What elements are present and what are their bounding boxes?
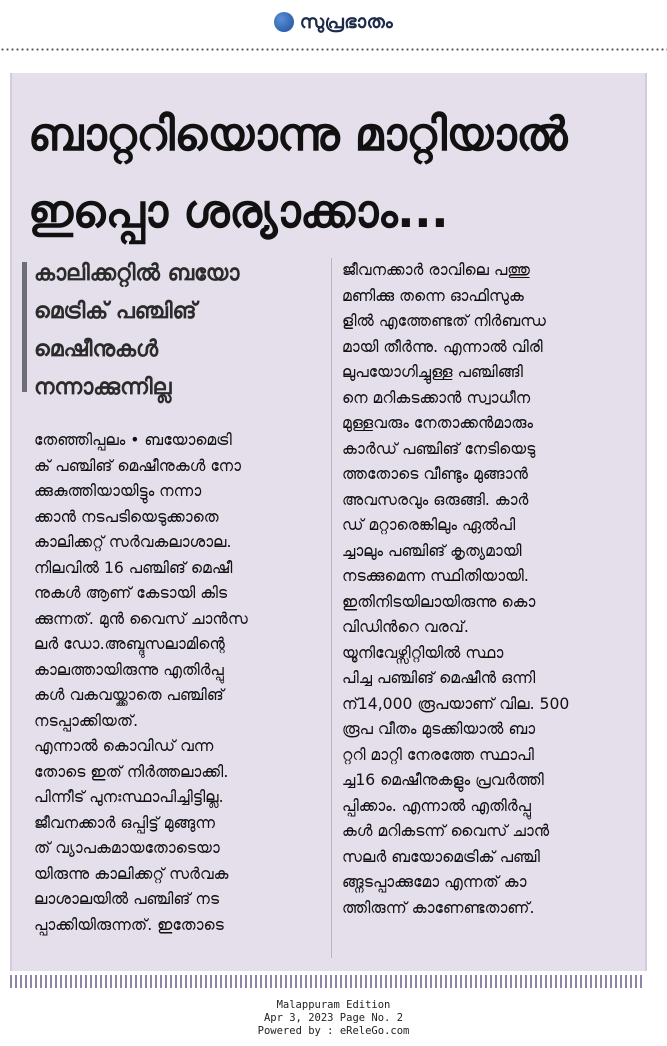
top-dotted-divider xyxy=(0,48,667,51)
body-text-line: ക് പഞ്ചിങ് മെഷീനുകൾ നോ xyxy=(34,456,242,475)
body-text-line: ളിൽ എത്തേണ്ടത് നിർബന്ധ xyxy=(342,312,546,330)
body-text-line: ങ്ങ്നടപ്പാക്കുമോ എന്നത് കാ xyxy=(342,873,527,891)
body-text-line: ക്കുന്നത്. മുൻ വൈസ് ചാൻസ xyxy=(34,609,248,628)
body-text-line: ത്തിരുന്ന് കാണേണ്ടതാണ്. xyxy=(342,898,535,917)
column-divider xyxy=(331,258,332,958)
body-text-line: ഡ് മറ്റാരെങ്കിലും ഏൽപി xyxy=(342,516,516,534)
body-text-line: പ്പിക്കാം. എന്നാൽ എതിർപ്പു xyxy=(342,796,531,815)
body-text-line: ഇതിനിടയിലായിരുന്നു കൊ xyxy=(342,592,536,611)
body-text-line: ത്തതോടെ വീണ്ടും മുങ്ങാൻ xyxy=(342,465,529,483)
body-text-line: രൂപ വീതം മുടക്കിയാൽ ബാ xyxy=(342,720,536,738)
body-text-line: കാലിക്കറ്റ് സർവകലാശാല. xyxy=(34,533,232,551)
body-column-left xyxy=(34,428,326,938)
body-text-line: കാലത്തായിരുന്നു എതിർപ്പു xyxy=(34,660,224,679)
body-text-line: ലുപയോഗിച്ചുള്ള പഞ്ചിങ്ങി xyxy=(342,363,523,381)
body-text-line: ലാശാലയിൽ പഞ്ചിങ് നട xyxy=(34,890,220,908)
subheadline-line: മെട്രിക് പഞ്ചിങ് xyxy=(34,299,197,324)
body-text-line: ന്14,000 രൂപയാണ് വില. 500 xyxy=(342,694,570,713)
body-text-line: എന്നാൽ കൊവിഡ് വന്ന xyxy=(34,737,214,755)
article-subheadline xyxy=(34,255,319,407)
subheadline-line: നന്നാക്കുന്നില്ല xyxy=(34,375,172,400)
bottom-striped-rule xyxy=(10,975,643,988)
body-text-line: തേഞ്ഞിപ്പലം • ബയോമെട്രി xyxy=(34,431,232,449)
body-text-line: കൾ വകവയ്ക്കാതെ പഞ്ചിങ് xyxy=(34,686,224,704)
globe-logo-icon xyxy=(274,12,294,32)
subheadline-accent-bar xyxy=(22,262,27,392)
footer-date-page: Apr 3, 2023 Page No. 2 xyxy=(263,1012,404,1024)
body-text-line: നെ മറികടക്കാൻ സ്വാധീന xyxy=(342,388,531,407)
body-text-line: തോടെ ഇത് നിർത്തലാക്കി. xyxy=(34,762,229,781)
body-text-line: ച്ച16 മെഷീനുകളും പ്രവർത്തി xyxy=(342,771,544,789)
masthead xyxy=(0,0,667,44)
body-text-line: പ്പാക്കിയിരുന്നത്. ഇതോടെ xyxy=(34,915,224,934)
body-text-line: ജീവനക്കാർ ഒപ്പിട്ട് മുങ്ങുന്ന xyxy=(34,813,215,832)
newspaper-title: സുപ്രഭാതം xyxy=(299,11,394,33)
body-text-line: പിന്നീട് പുനഃസ്ഥാപിച്ചിട്ടില്ല. xyxy=(34,788,224,806)
subheadline-line: മെഷീനുകൾ xyxy=(34,337,159,362)
page-footer xyxy=(0,999,667,1038)
body-text-line: മുള്ളവരും നേതാക്കൻമാരും xyxy=(342,414,534,432)
body-text-line: കൾ മറികടന്ന് വൈസ് ചാൻ xyxy=(342,822,550,840)
body-text-line: കാർഡ് പഞ്ചിങ് നേടിയെടു xyxy=(342,439,536,458)
body-text-line: നിലവിൽ 16 പഞ്ചിങ് മെഷീ xyxy=(34,558,233,577)
body-text-line: വിഡിൻറെ വരവ്. xyxy=(342,618,469,636)
body-text-line: ക്കാൻ നടപടിയെടുക്കാതെ xyxy=(34,507,219,526)
body-text-line: അവസരവും ഒരുങ്ങി. കാർ xyxy=(342,490,529,509)
body-text-line: മായി തീർന്നു. എന്നാൽ വിരി xyxy=(342,337,543,356)
body-column-right xyxy=(342,258,626,921)
body-text-line: യൂനിവേഴ്സിറ്റിയിൽ സ്ഥാ xyxy=(342,643,504,662)
body-text-line: നടക്കുമെന്ന സ്ഥിതിയായി. xyxy=(342,567,529,585)
subheadline-line: കാലിക്കറ്റിൽ ബയോ xyxy=(34,261,240,286)
body-text-line: ജീവനക്കാർ രാവിലെ പത്തു xyxy=(342,261,531,279)
body-text-line: മണിക്കു തന്നെ ഓഫിസുക xyxy=(342,286,524,305)
article-headline xyxy=(28,96,628,250)
body-text-line: നുകൾ ആണ് കേടായി കിട xyxy=(34,584,228,602)
body-text-line: റ്ററി മാറ്റി നേരത്തേ സ്ഥാപി xyxy=(342,745,534,764)
body-text-line: ക്കുകുത്തിയായിട്ടും നന്നാ xyxy=(34,482,202,500)
footer-edition: Malappuram Edition xyxy=(276,999,391,1011)
body-text-line: ലർ ഡോ.അബ്ദുസലാമിന്റെ xyxy=(34,635,225,653)
body-text-line: ച്ചാലും പഞ്ചിങ് കൃത്യമായി xyxy=(342,541,522,560)
headline-line: ഇപ്പൊ ശര്യാക്കാം... xyxy=(28,184,449,238)
body-text-line: ത് വ്യാപകമായതോടെയാ xyxy=(34,839,220,857)
body-text-line: യിരുന്നു കാലിക്കറ്റ് സർവക xyxy=(34,864,229,883)
headline-line: ബാറ്ററിയൊന്നു മാറ്റിയാൽ xyxy=(28,107,567,161)
body-text-line: സലർ ബയോമെട്രിക് പഞ്ചി xyxy=(342,847,540,866)
footer-powered-by: Powered by : eReleGo.com xyxy=(257,1025,410,1037)
body-text-line: പിച്ച പഞ്ചിങ് മെഷീൻ ഒന്നി xyxy=(342,669,536,687)
body-text-line: നടപ്പാക്കിയത്. xyxy=(34,711,139,730)
